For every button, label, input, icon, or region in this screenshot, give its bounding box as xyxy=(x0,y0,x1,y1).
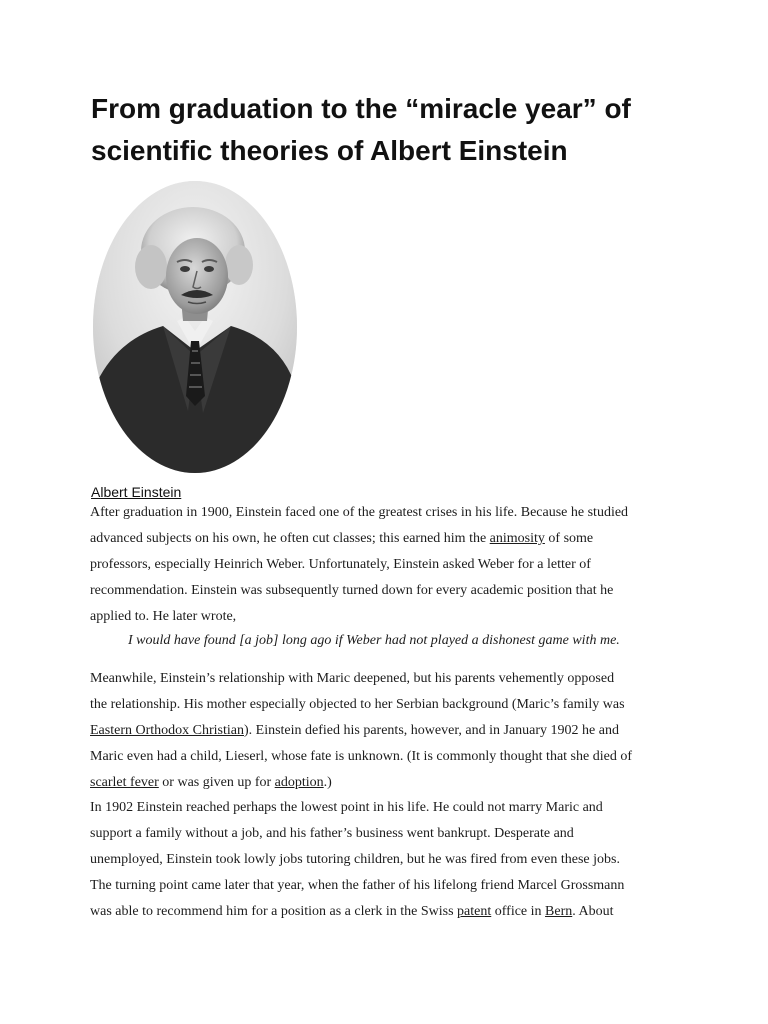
paragraph-3-line-4: The turning point came later that year, when the father of his lifelong friend Marcel Grossmann xyxy=(90,878,625,893)
paragraph-1-line-1: After graduation in 1900, Einstein faced one of the greatest crises in his life. Because he studied xyxy=(90,505,629,520)
title-line-1: From graduation to the “miracle year” of xyxy=(91,93,631,124)
text-span: . About xyxy=(572,904,614,919)
text-span: .) xyxy=(323,775,332,790)
paragraph-2-line-3 xyxy=(90,721,619,741)
paragraph-1-line-3: professors, especially Heinrich Weber. Unfortunately, Einstein asked Weber for a letter of xyxy=(90,557,591,572)
paragraph-3-line-1: In 1902 Einstein reached perhaps the lowest point in his life. He could not marry Maric and xyxy=(90,800,603,815)
paragraph-1-line-4: recommendation. Einstein was subsequently turned down for every academic position that he xyxy=(90,583,614,598)
paragraph-2-line-2: the relationship. His mother especially objected to her Serbian background (Maric’s family was xyxy=(90,697,625,712)
page-title xyxy=(91,88,711,172)
paragraph-3-line-5 xyxy=(90,902,613,922)
text-span: office in xyxy=(491,904,546,919)
paragraph-1-line-5: applied to. He later wrote, xyxy=(90,609,237,624)
link-patent[interactable]: patent xyxy=(457,904,492,919)
text-span: advanced subjects on his own, he often cut classes; this earned him the xyxy=(90,531,490,546)
paragraph-3-line-2: support a family without a job, and his father’s business went bankrupt. Desperate and xyxy=(90,826,574,841)
paragraph-1-line-2 xyxy=(90,529,593,549)
paragraph-2-line-5 xyxy=(90,773,332,793)
text-span: of some xyxy=(544,531,594,546)
link-bern[interactable]: Bern xyxy=(545,904,573,919)
portrait-drawing xyxy=(93,181,297,473)
link-eastern-orthodox-christian[interactable]: Eastern Orthodox Christian xyxy=(90,723,244,738)
text-span: ). Einstein defied his parents, however, and in January 1902 he and xyxy=(243,723,619,738)
link-adoption[interactable]: adoption xyxy=(274,775,324,790)
portrait-caption[interactable]: Albert Einstein xyxy=(91,484,182,500)
title-line-2: scientific theories of Albert Einstein xyxy=(91,135,568,166)
paragraph-3-line-3: unemployed, Einstein took lowly jobs tutoring children, but he was fired from even these jobs. xyxy=(90,852,620,867)
text-span: or was given up for xyxy=(158,775,275,790)
paragraph-2-line-1: Meanwhile, Einstein’s relationship with Maric deepened, but his parents vehemently opposed xyxy=(90,671,615,686)
paragraph-2-line-4: Maric even had a child, Lieserl, whose fate is unknown. (It is commonly thought that she died of xyxy=(90,749,632,764)
einstein-portrait xyxy=(93,181,297,473)
block-quote: I would have found [a job] long ago if Weber had not played a dishonest game with me. xyxy=(128,633,620,648)
link-animosity[interactable]: animosity xyxy=(489,531,545,546)
link-scarlet-fever[interactable]: scarlet fever xyxy=(90,775,159,790)
text-span: was able to recommend him for a position as a clerk in the Swiss xyxy=(90,904,458,919)
